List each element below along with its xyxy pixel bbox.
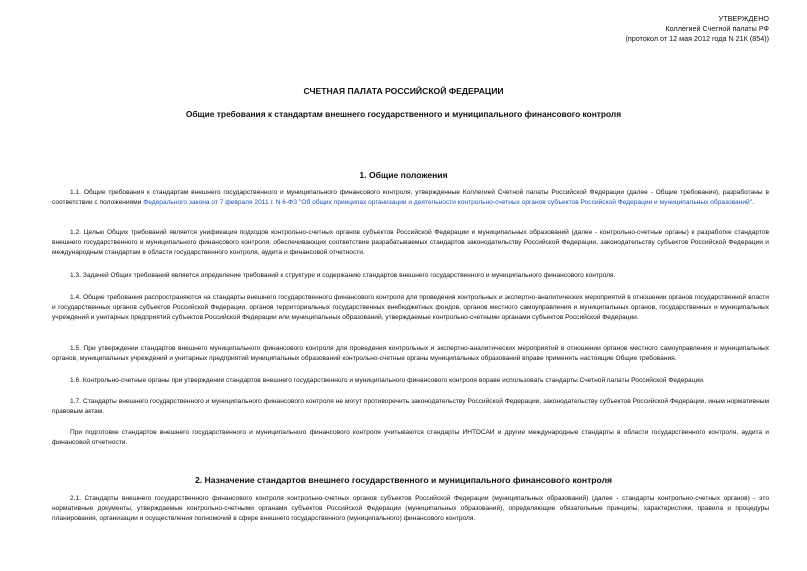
paragraph-1-3: 1.3. Задачей Общих требований является определение требований к структуре и содержанию стандартов внешнего государственного и муниципального финансового контроля. (70, 272, 616, 279)
document-title: Общие требования к стандартам внешнего государственного и муниципального финансового контроля (185, 109, 622, 119)
approval-line-1: УТВЕРЖДЕНО (718, 14, 769, 23)
paragraph-2-1: 2.1. Стандарты внешнего государственного финансового контроля контрольно-счетных органов субъектов Российской Федерации (муниципальных образований) (далее - стандарты контрольно-счетных органов) - это нормативные документы, утверждаемые контрольно-счетными органами субъектов Российской Федерации (муниципальных образований), определяющие обязательные принципы, характеристики, правила и процедуры планирования, организации и осуществления полномочий в сфере внешнего государственного (муниципального) финансового контроля. (52, 495, 769, 523)
section-1-heading: 1. Общие положения (359, 170, 448, 180)
section-2-heading: 2. Назначение стандартов внешнего государственного и муниципального финансового контроля (194, 475, 613, 485)
federal-law-link[interactable]: Федерального закона от 7 февраля 2011 г. N 6-ФЗ "Об общих принципах организации и деятельности контрольно-счетных органов субъектов Российской Федерации и муниципальных образований" (143, 199, 753, 207)
approval-line-2: Коллегией Счетной палаты РФ (665, 24, 769, 33)
paragraph-1-1-text: 1.1. Общие требования к стандартам внешнего государственного и муниципального финансового контроля, утвержденные Коллегией Счетной палаты Российской Федерации (далее - Общие требования), разработаны в соответствии с положениями (52, 189, 769, 207)
paragraph-1-8: При подготовке стандартов внешнего государственного и муниципального финансового контроля учитываются стандарты ИНТОСАИ и другие международные стандарты в области государственного контроля, аудита и финансовой отчетности. (52, 429, 769, 447)
paragraph-1-7: 1.7. Стандарты внешнего государственного и муниципального финансового контроля не могут противоречить законодательству Российской Федерации, законодательству субъектов Российской Федерации, иным нормативным правовым актам. (52, 398, 769, 416)
paragraph-1-2: 1.2. Целью Общих требований является унификация подходов контрольно-счетных органов субъектов Российской Федерации и муниципальных образований (далее - контрольно-счетные органы) к разработке стандартов внешнего государственного и муниципального финансового контроля, обеспечивающих соответствие разрабатываемых стандартов законодательству Российской Федерации, законодательству субъектов Российской Федерации и международным стандартам в области государственного контроля, аудита и финансовой отчетности. (52, 229, 769, 257)
organization-title: СЧЕТНАЯ ПАЛАТА РОССИЙСКОЙ ФЕДЕРАЦИИ (303, 86, 504, 96)
paragraph-1-4: 1.4. Общие требования распространяются на стандарты внешнего государственного финансового контроля для проведения контрольных и экспертно-аналитических мероприятий в отношении органов государственной власти и государственных органов субъектов Российской Федерации, органов территориальных государственных внебюджетных фондов, органов местного самоуправления и муниципальных органов, государственных и муниципальных учреждений и унитарных предприятий субъектов Российской Федерации или муниципальных образований, утверждаемые контрольно-счетными органами субъектов Российской Федерации. (52, 294, 769, 322)
paragraph-1-5: 1.5. При утверждении стандартов внешнего муниципального финансового контроля для проведения контрольных и экспертно-аналитических мероприятий в отношении органов местного самоуправления и муниципальных органов, муниципальных учреждений и унитарных предприятий муниципальных образований контрольно-счетные органы муниципальных образований вправе применять настоящие Общие требования. (52, 345, 769, 363)
paragraph-1-1 (52, 188, 769, 208)
paragraph-1-1-end: . (752, 199, 754, 207)
approval-stamp (625, 14, 769, 44)
paragraph-1-6: 1.6. Контрольно-счетные органы при утверждении стандартов внешнего государственного и муниципального финансового контроля вправе использовать стандарты Счетной палаты Российской Федерации. (70, 377, 705, 384)
approval-line-3: (протокол от 12 мая 2012 года N 21К (854)) (625, 34, 769, 43)
